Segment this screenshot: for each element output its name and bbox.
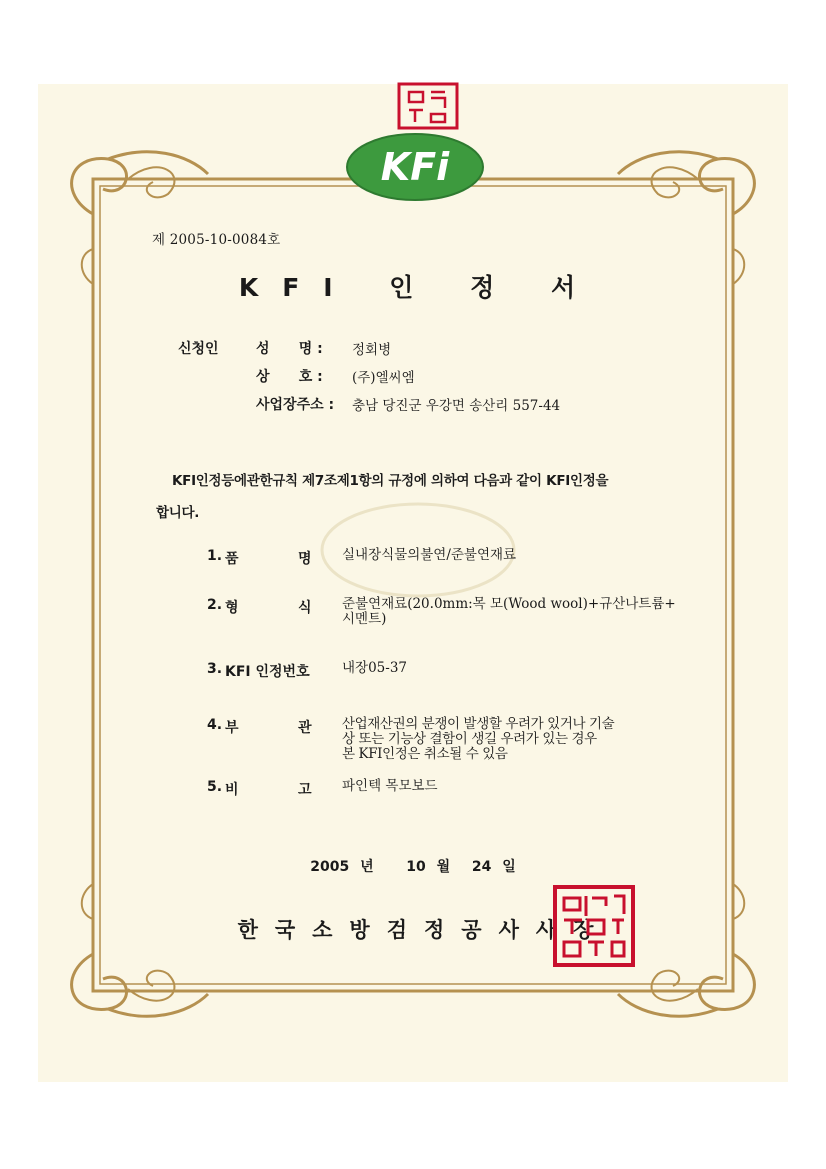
item-4-line-2: 상 또는 기능상 결함이 생길 우려가 있는 경우 (342, 731, 597, 747)
item-2-label-b: 식 (298, 600, 312, 616)
item-5-number: 5. (207, 779, 223, 795)
issue-date: 2005 년 10 월 24 일 (310, 859, 516, 875)
item-3-line-1: 내장05-37 (342, 660, 407, 676)
item-1-label-b: 명 (298, 551, 312, 567)
item-2-value (342, 597, 702, 627)
item-5-value (342, 779, 702, 794)
item-1-value (342, 548, 702, 563)
item-1-label-a: 품 (225, 551, 239, 567)
item-1-number: 1. (207, 548, 223, 564)
address-value: 충남 당진군 우강면 송산리 557-44 (352, 398, 561, 414)
kfi-logo-text: KFi (380, 145, 450, 189)
name-label: 성 명 : (256, 341, 323, 357)
issuer-name: 한국소방검정공사사장 (237, 918, 611, 942)
item-5-label-b: 고 (298, 782, 312, 798)
certificate-number: 제 2005-10-0084호 (152, 232, 281, 248)
item-4-number: 4. (207, 717, 223, 733)
item-2-line-1: 준불연재료(20.0mm:목 모(Wood wool)+규산나트륨+ (342, 596, 676, 612)
item-4-label-b: 관 (298, 720, 312, 736)
item-5-line-1: 파인텍 목모보드 (342, 778, 438, 794)
item-2-label-a: 형 (225, 600, 239, 616)
item-4-line-1: 산업재산권의 분쟁이 발생할 우려가 있거나 기술 (342, 716, 615, 732)
official-seal-large (552, 884, 636, 968)
applicant-section-label: 신청인 (178, 341, 219, 357)
item-5-label-a: 비 (225, 782, 239, 798)
company-value: (주)엘씨엠 (352, 370, 415, 386)
item-1-line-1: 실내장식물의불연/준불연재료 (342, 547, 517, 563)
official-seal-small (395, 82, 463, 132)
document-title: KFI 인 정 서 (238, 273, 600, 302)
item-3-number: 3. (207, 661, 223, 677)
statement-line-1: KFI인정등에관한규칙 제7조제1항의 규정에 의하여 다음과 같이 KFI인정을 (172, 473, 609, 489)
item-2-number: 2. (207, 597, 223, 613)
item-4-value (342, 717, 702, 762)
item-3-label: KFI 인정번호 (225, 664, 310, 680)
item-3-value (342, 661, 702, 676)
item-4-line-3: 본 KFI인정은 취소될 수 있음 (342, 746, 508, 762)
company-label: 상 호 : (256, 369, 323, 385)
statement-line-2: 합니다. (156, 505, 200, 521)
address-label: 사업장주소 : (256, 397, 335, 413)
item-4-label-a: 부 (225, 720, 239, 736)
item-2-line-2: 시멘트) (342, 611, 387, 627)
name-value: 정회병 (352, 342, 392, 358)
kfi-logo (345, 132, 485, 202)
